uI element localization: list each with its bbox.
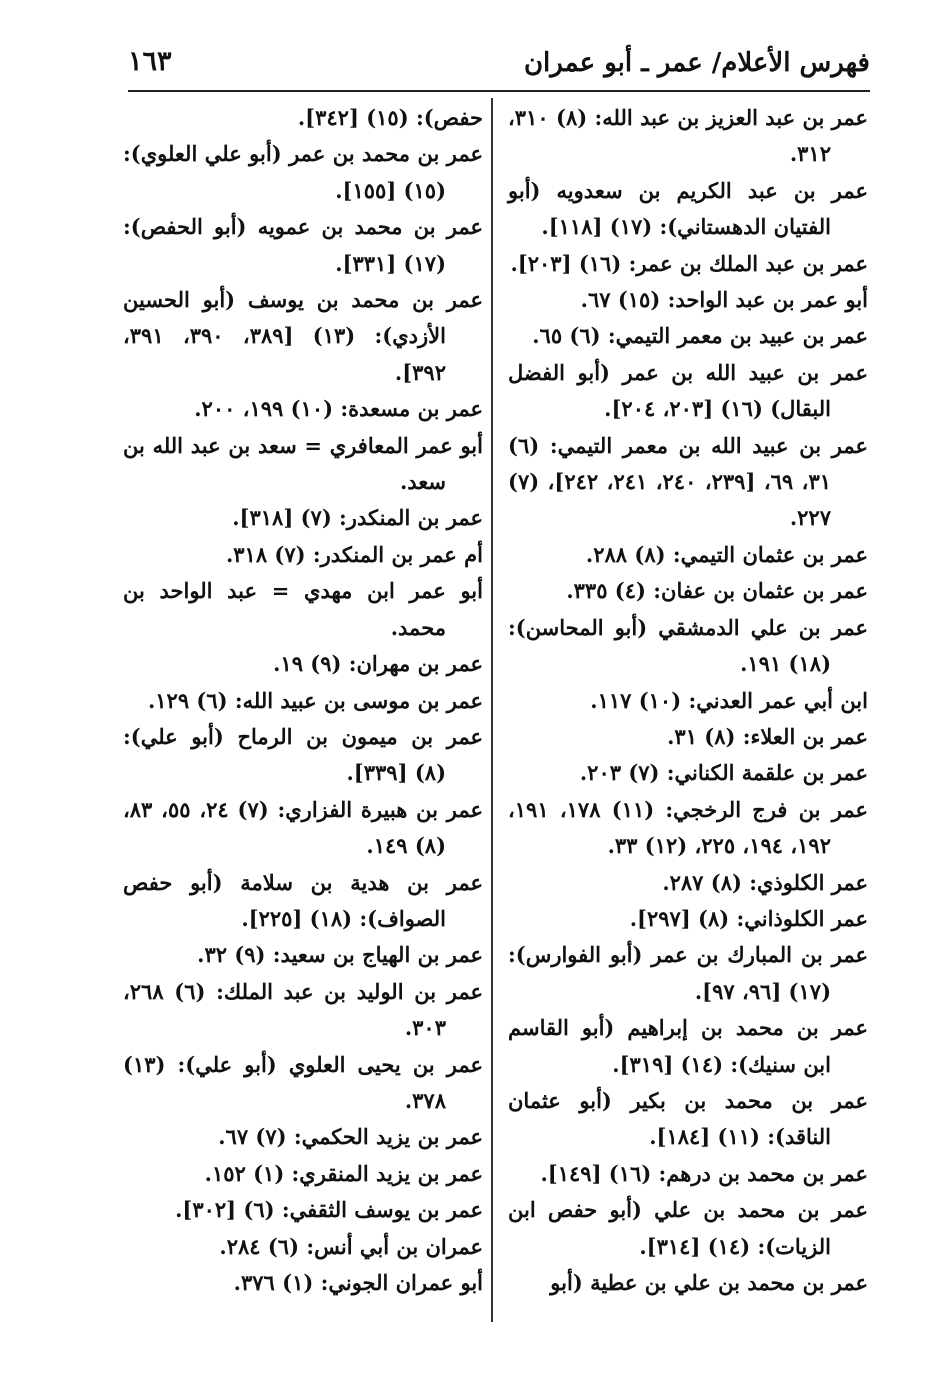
index-entry: حفص): (١٥) [٣٤٢].	[297, 105, 483, 130]
page-header	[128, 44, 870, 92]
index-entry: عمر الكلوذي: (٨) ٢٨٧.	[662, 869, 868, 895]
index-column-right	[508, 100, 868, 1301]
index-entry: ابن أبي عمر العدني: (١٠) ١١٧.	[590, 687, 868, 713]
index-entry: عمر بن محمد بن يوسف (أبو الحسين الأزدي): (١٣) [٣٨٩، ٣٩٠، ٣٩١، ٣٩٢].	[123, 287, 483, 385]
index-entry: عمر بن عبد الكريم بن سعدويه (أبو الفتيان الدهستاني): (١٧) [١١٨].	[508, 177, 868, 240]
index-entry: أبو عمر بن عبد الواحد: (١٥) ٦٧.	[580, 287, 868, 313]
index-entry: عمر الكلوذاني: (٨) [٢٩٧].	[629, 905, 868, 931]
index-entry: عمر بن عثمان بن عفان: (٤) ٣٣٥.	[566, 578, 868, 604]
index-entry: عمر بن عبد الملك بن عمر: (١٦) [٢٠٣].	[510, 250, 868, 276]
index-entry: أبو عمران الجوني: (١) ٣٧٦.	[233, 1270, 483, 1295]
index-entry: أبو عمر المعافري = سعد بن عبد الله بن سعد.	[123, 432, 483, 495]
index-entry: عمر بن المنكدر: (٧) [٣١٨].	[232, 505, 483, 531]
index-entry: عمر بن محمد بن علي (أبو حفص ابن الزيات): (١٤) [٣١٤].	[508, 1197, 868, 1259]
index-entry: عمر بن عثمان التيمي: (٨) ٢٨٨.	[585, 541, 868, 567]
index-entry: عمر بن عبيد بن معمر التيمي: (٦) ٦٥.	[532, 323, 868, 349]
index-entry: عمر بن فرج الرخجي: (١١) ١٧٨، ١٩١، ١٩٢، ١٩٤، ٢٢٥، (١٢) ٣٣.	[508, 796, 869, 859]
index-entry: عمر بن محمد بن علي بن عطية (أبو	[550, 1270, 868, 1295]
index-entry: عمر بن محمد بن درهم: (١٦) [١٤٩].	[540, 1160, 868, 1186]
index-entry: عمر بن المبارك بن عمر (أبو الفوارس): (١٧) [٩٦، ٩٧].	[508, 942, 868, 1004]
index-entry: أبو عمر ابن مهدي = عبد الواحد بن محمد.	[123, 578, 483, 640]
index-entry: عمر بن الهياج بن سعيد: (٩) ٣٢.	[197, 942, 483, 968]
index-entry: عمر بن يوسف الثقفي: (٦) [٣٠٢].	[175, 1197, 483, 1223]
index-entry: عمر بن هبيرة الفزاري: (٧) ٢٤، ٥٥، ٨٣، (٨) ١٤٩.	[123, 796, 484, 859]
index-entry: عمر بن محمد بن عمر (أبو علي العلوي): (١٥) [١٥٥].	[123, 141, 483, 203]
index-entry: عمر بن الوليد بن عبد الملك: (٦) ٢٦٨، ٣٠٣.	[123, 978, 483, 1041]
index-entry: عمر بن يزيد المنقري: (١) ١٥٢.	[204, 1160, 483, 1186]
index-entry: عمران بن أبي أنس: (٦) ٢٨٤.	[219, 1233, 483, 1259]
index-entry: عمر بن محمد بن عمويه (أبو الحفص): (١٧) [٣٣١].	[123, 214, 483, 276]
index-entry: عمر بن مسعدة: (١٠) ١٩٩، ٢٠٠.	[194, 396, 483, 422]
index-entry: عمر بن ميمون بن الرماح (أبو علي): (٨) [٣٣٩].	[123, 723, 483, 786]
index-entry: أم عمر بن المنكدر: (٧) ٣١٨.	[225, 541, 483, 567]
index-entry: عمر بن علي الدمشقي (أبو المحاسن): (١٨) ١٩١.	[508, 614, 868, 677]
index-entry: عمر بن هدية بن سلامة (أبو حفص الصواف): (١٨) [٢٢٥].	[123, 869, 483, 931]
index-entry: عمر بن يحيى العلوي (أبو علي): (١٣) ٣٧٨.	[123, 1051, 483, 1113]
index-entry: عمر بن محمد بن إبراهيم (أبو القاسم ابن سنيك): (١٤) [٣١٩].	[508, 1015, 868, 1077]
index-entry: عمر بن عبيد الله بن معمر التيمي: (٦) ٣١، ٦٩، [٢٣٩، ٢٤٠، ٢٤١، ٢٤٢]، (٧) ٢٢٧.	[508, 432, 868, 531]
index-entry: عمر بن العلاء: (٨) ٣١.	[667, 723, 868, 749]
running-title: فهرس الأعلام/ عمر ـ أبو عمران	[523, 48, 870, 78]
index-column-left	[123, 100, 483, 1301]
index-entry: عمر بن علقمة الكناني: (٧) ٢٠٣.	[579, 760, 868, 786]
page-number: ١٦٣	[128, 46, 172, 77]
index-entry: عمر بن موسى بن عبيد الله: (٦) ١٢٩.	[147, 687, 483, 713]
index-entry: عمر بن محمد بن بكير (أبو عثمان الناقد): (١١) [١٨٤].	[508, 1087, 868, 1150]
column-divider	[491, 98, 493, 1322]
index-entry: عمر بن عبيد الله بن عمر (أبو الفضل البقال) (١٦) [٢٠٣، ٢٠٤].	[508, 359, 868, 422]
index-entry: عمر بن مهران: (٩) ١٩.	[273, 651, 483, 677]
index-entry: عمر بن يزيد الحكمي: (٧) ٦٧.	[218, 1124, 483, 1150]
index-entry: عمر بن عبد العزيز بن عبد الله: (٨) ٣١٠، ٣١٢.	[508, 105, 869, 167]
